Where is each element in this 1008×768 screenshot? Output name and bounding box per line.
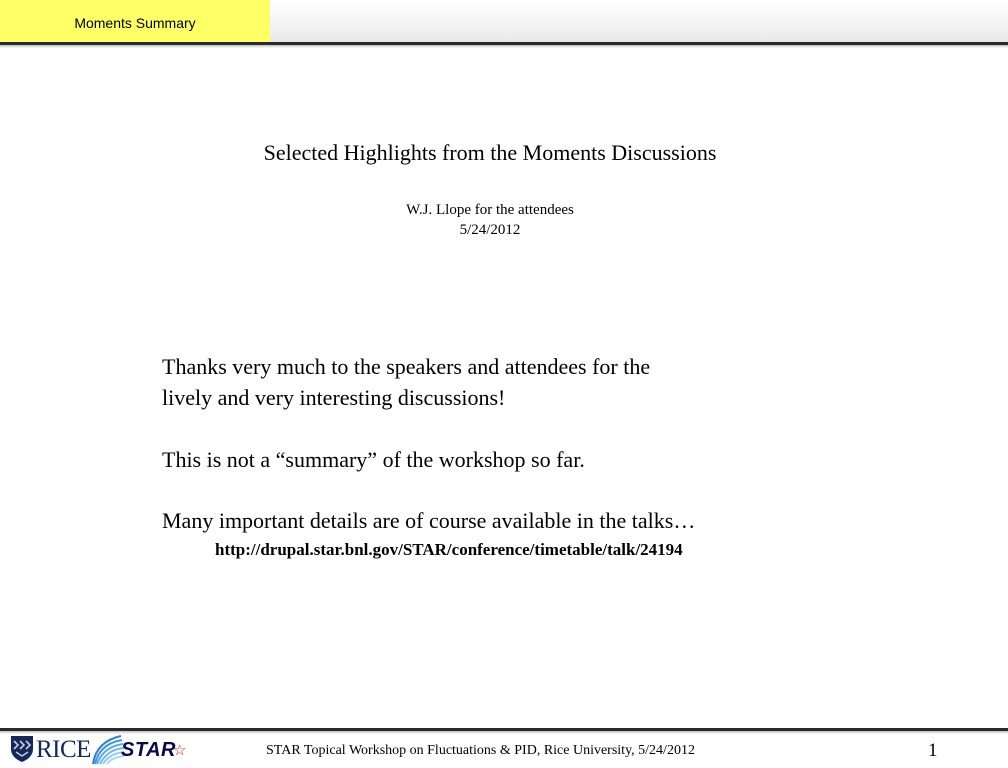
page-number: 1 [928,740,938,761]
body-text-line: Many important details are of course available in the talks… [162,508,696,533]
rice-wordmark: RICE [36,736,91,763]
rice-logo [10,734,90,766]
header-bar [270,0,1008,44]
section-label: Moments Summary [74,15,196,31]
star-detector-icon [91,734,125,766]
star-logo [91,734,191,766]
body-text-line: lively and very interesting discussions! [162,385,506,410]
body-text-line: Thanks very much to the speakers and attendees for the [162,354,651,379]
body-text-line: This is not a “summary” of the workshop so far. [162,447,585,472]
footer-workshop-text: STAR Topical Workshop on Fluctuations & PID, Rice University, 5/24/2012 [266,743,695,758]
section-tab [0,0,270,44]
slide-date: 5/24/2012 [459,222,521,238]
slide-title: Selected Highlights from the Moments Discussions [263,140,717,165]
rice-shield-icon [10,735,34,763]
star-wordmark: STAR [121,739,176,761]
header-divider-shadow [0,45,1008,48]
star-icon: ☆ [173,741,187,759]
talks-link[interactable]: http://drupal.star.bnl.gov/STAR/conference/timetable/talk/24194 [215,540,683,559]
slide-author: W.J. Llope for the attendees [406,202,574,218]
